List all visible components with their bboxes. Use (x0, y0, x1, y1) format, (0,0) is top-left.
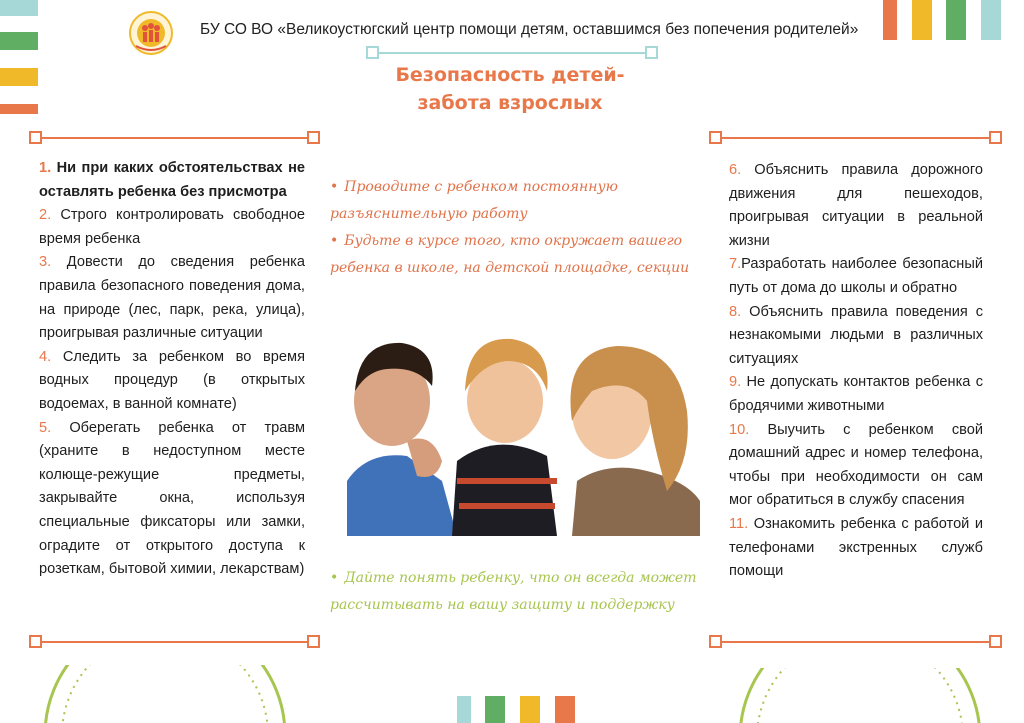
left-stripe-orange (0, 104, 38, 114)
page-title-line2: забота взрослых (417, 92, 603, 114)
rule-item: 5. Оберегать ребенка от травм (храните в недоступном месте колюще-режущие предметы, закрывайте окна, используя специальные фиксаторы или замки, оградите от открытого доступа к розеткам, бытовой химии, лекарствам) (39, 419, 305, 578)
bottom-stripe-orange (555, 696, 575, 723)
rule-item: 3. Довести до сведения ребенка правила безопасного поведения дома, на природе (лес, парк, река, улица), проигрывая различные ситуации (39, 254, 305, 342)
right-bottom-divider (708, 634, 1004, 650)
right-top-divider (708, 130, 1004, 146)
bottom-stripe-yellow (520, 696, 540, 723)
rule-item: 1. Ни при каких обстоятельствах не оставлять ребенка без присмотра (39, 160, 306, 200)
bullet-icon: • (330, 233, 339, 249)
left-bottom-divider (28, 634, 322, 650)
bullet-icon: • (330, 179, 339, 195)
title-divider (366, 46, 658, 60)
family-photo (347, 331, 700, 536)
tip-awareness: • Будьте в курсе того, кто окружает вашего ребенка в школе, на детской площадке, секции (330, 233, 690, 276)
left-rules-list (39, 157, 305, 582)
left-stripe-teal (0, 0, 38, 16)
tip-support: • Дайте понять ребенку, что он всегда может рассчитывать на вашу защиту и поддержку (330, 570, 697, 613)
right-rules-list (729, 159, 983, 584)
rule-item: 6. Объяснить правила дорожного движения для пешеходов, проигрывая ситуации в реальной жизни (729, 162, 983, 249)
left-stripe-yellow (0, 68, 38, 86)
family-logo (128, 10, 174, 56)
bullet-icon: • (330, 570, 339, 586)
left-stripe-green (0, 32, 38, 50)
page-title-line1: Безопасность детей- (395, 64, 625, 86)
tip-explain: • Проводите с ребенком постоянную разъяснительную работу (330, 179, 618, 222)
top-stripe-yellow (912, 0, 932, 40)
rule-item: 2. Строго контролировать свободное время ребенка (39, 207, 305, 247)
rule-item: 10. Выучить с ребенком свой домашний адрес и номер телефона, чтобы при необходимости он сам мог обратиться в службу спасения (729, 421, 983, 509)
bottom-stripe-green (485, 696, 505, 723)
rule-item: 7.Разработать наиболее безопасный путь от дома до школы и обратно (729, 256, 983, 296)
rule-item: 11. Ознакомить ребенка с работой и телефонами экстренных служб помощи (729, 515, 983, 580)
top-stripe-teal (981, 0, 1001, 40)
rule-item: 8. Объяснить правила поведения с незнакомыми людьми в различных ситуациях (729, 303, 983, 367)
top-stripe-green (946, 0, 966, 40)
decorative-arc-left (40, 665, 290, 723)
decorative-arc-right (735, 668, 985, 723)
bottom-stripe-teal (457, 696, 471, 723)
rule-item: 4. Следить за ребенком во время водных процедур (в открытых водоемах, в ванной комнате) (39, 348, 305, 412)
organization-name: БУ СО ВО «Великоустюгский центр помощи детям, оставшимся без попечения родителей» (200, 21, 859, 38)
left-top-divider (28, 130, 322, 146)
rule-item: 9. Не допускать контактов ребенка с бродячими животными (729, 374, 983, 414)
top-stripe-orange (883, 0, 897, 40)
